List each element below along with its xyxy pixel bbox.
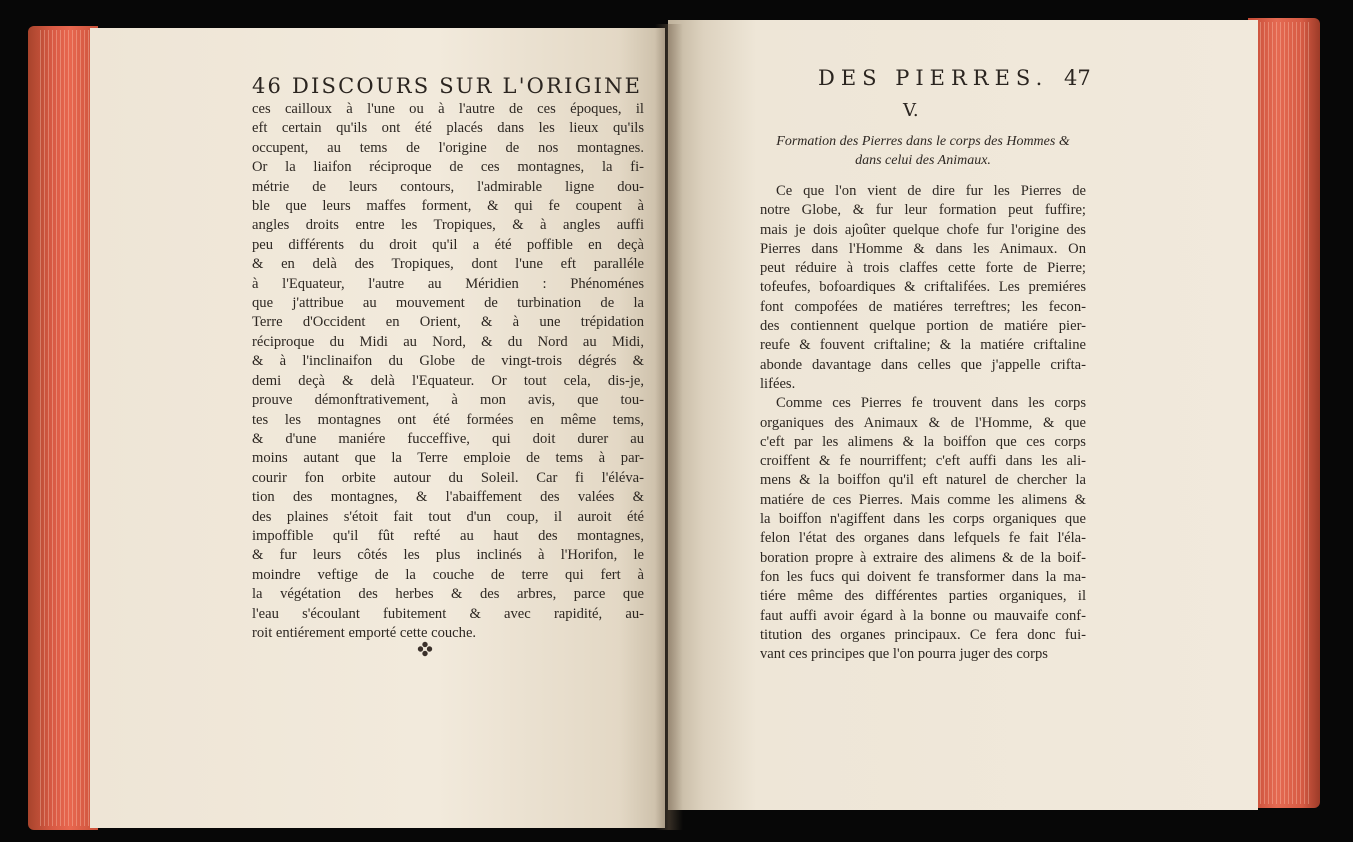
- text-line: tiére même des différentes parties organiques, il: [760, 588, 1086, 605]
- right-page-number: 47: [1064, 66, 1091, 90]
- text-line: tion des montagnes, & l'abaiffement des valées &: [252, 489, 644, 506]
- text-line: lifées.: [760, 375, 796, 392]
- subtitle-line-2: dans celui des Animaux.: [855, 153, 991, 168]
- text-line: & d'une maniére fucceffive, qui doit durer au: [252, 430, 644, 447]
- text-line: mens & la boiffon qu'il eft naturel de chercher la: [760, 472, 1086, 489]
- section-number: V.: [903, 100, 919, 121]
- fleuron-ornament-icon: [416, 640, 434, 658]
- text-line: roit entiérement emporté cette couche.: [252, 624, 477, 641]
- text-line: la végétation des herbes & des arbres, parce que: [252, 586, 644, 603]
- text-line: felon l'état des organes dans lefquels fe fait l'éla-: [760, 530, 1086, 547]
- text-line: moindre veftige de la couche de terre qui fert à: [252, 566, 644, 583]
- text-line: courir fon orbite autour du Soleil. Car fi l'éléva-: [252, 469, 644, 486]
- right-running-head: DES PIERRES.: [818, 66, 1049, 90]
- text-line: & à l'inclinaifon du Globe de vingt-trois dégrés &: [252, 353, 644, 370]
- text-line: la boiffon n'agiffent dans les corps organiques que: [760, 511, 1086, 528]
- right-page-body: [760, 182, 1086, 664]
- text-line: abonde davantage dans celles que j'appelle crifta-: [760, 356, 1086, 373]
- text-line: Or la liaifon réciproque de ces montagnes, la fi-: [252, 159, 644, 176]
- right-page-edge-lines: [1252, 22, 1310, 804]
- text-line: à l'Equateur, l'autre au Méridien : Phénoménes: [252, 275, 644, 292]
- text-line: font compofées de matiéres terreftres; les fecon-: [760, 298, 1086, 315]
- text-line: métrie de leurs contours, l'admirable ligne dou-: [252, 178, 644, 195]
- text-line: Pierres dans l'Homme & dans les Animaux. On: [760, 240, 1086, 257]
- text-line: que j'attribue au mouvement de turbination de la: [252, 295, 644, 312]
- text-line: matiére de ces Pierres. Mais comme les alimens &: [760, 491, 1086, 508]
- text-line: titution des organes principaux. Ce fera donc fui-: [760, 626, 1086, 643]
- text-line: Ce que l'on vient de dire fur les Pierres de: [776, 183, 1086, 199]
- subtitle-line-1: Formation des Pierres dans le corps des Hommes &: [776, 134, 1070, 149]
- text-line: des contiennent quelque portion de matiére pier-: [760, 318, 1086, 335]
- text-line: l'eau s'écoulant fubitement & avec rapidité, au-: [252, 605, 644, 622]
- left-page-body: [252, 100, 644, 643]
- text-line: vant ces principes que l'on pourra juger des corps: [760, 646, 1048, 663]
- text-line: faut auffi avoir égard à la bonne ou mauvaife conf-: [760, 607, 1086, 624]
- text-line: mais je dois ajoûter quelque chofe fur l'origine des: [760, 221, 1086, 238]
- text-line: angles droits entre les Tropiques, & à angles auffi: [252, 217, 644, 234]
- text-line: peut réduire à trois claffes cette forte de Pierre;: [760, 260, 1086, 277]
- section-subtitle: [758, 132, 1088, 170]
- text-line: organiques des Animaux & de l'Homme, & que: [760, 414, 1086, 431]
- left-running-head-title: DISCOURS SUR L'ORIGINE: [292, 74, 643, 98]
- text-line: ces cailloux à l'une ou à l'autre de ces époques, il: [252, 101, 644, 117]
- text-line: prouve démonftrativement, à mon avis, que tou-: [252, 392, 644, 409]
- text-line: moins autant que la Terre emploie de tems à par-: [252, 450, 644, 467]
- text-line: demi deçà & delà l'Equateur. Or tout cela, dis-je,: [252, 372, 644, 389]
- text-line: des plaines s'étoit fait tout d'un coup, il auroit été: [252, 508, 644, 525]
- text-line: Comme ces Pierres fe trouvent dans les corps: [776, 395, 1086, 412]
- text-line: c'eft par les alimens & la boiffon que ces corps: [760, 433, 1086, 450]
- text-line: impoffible qu'il fût refté au haut des montagnes,: [252, 527, 644, 544]
- text-line: reufe & fouvent criftaline; & la matiére criftaline: [760, 337, 1086, 354]
- left-page-number: 46: [252, 74, 284, 98]
- text-line: Terre d'Occident en Orient, & à une trépidation: [252, 314, 644, 331]
- text-line: ble que leurs maffes forment, & qui fe coupent à: [252, 198, 644, 215]
- text-line: & en delà des Tropiques, dont l'une eft paralléle: [252, 256, 644, 273]
- left-running-head: [252, 74, 642, 98]
- text-line: tofeufes, bofoardiques & criftalifées. Les premiéres: [760, 279, 1086, 296]
- text-line: occupent, au tems de l'origine de nos montagnes.: [252, 139, 644, 156]
- text-line: croiffent & fe nourriffent; c'eft auffi dans les ali-: [760, 453, 1086, 470]
- text-line: boration propre à extraire des alimens & de la boif-: [760, 549, 1086, 566]
- text-line: fon les fucs qui doivent fe transformer dans la ma-: [760, 568, 1086, 585]
- left-page-edge-lines: [40, 30, 92, 826]
- text-line: notre Globe, & fur leur formation peut fuffire;: [760, 202, 1086, 219]
- text-line: eft certain qu'ils ont été placés dans les lieux qu'ils: [252, 120, 644, 137]
- book-gutter: [655, 24, 683, 830]
- text-line: & fur leurs côtés les plus inclinés à l'Horifon, le: [252, 547, 644, 564]
- text-line: réciproque du Midi au Nord, & du Nord au Midi,: [252, 333, 644, 350]
- text-line: peu différents du droit qu'il a été poffible en deçà: [252, 236, 644, 253]
- text-line: tes les montagnes ont été formées en même tems,: [252, 411, 644, 428]
